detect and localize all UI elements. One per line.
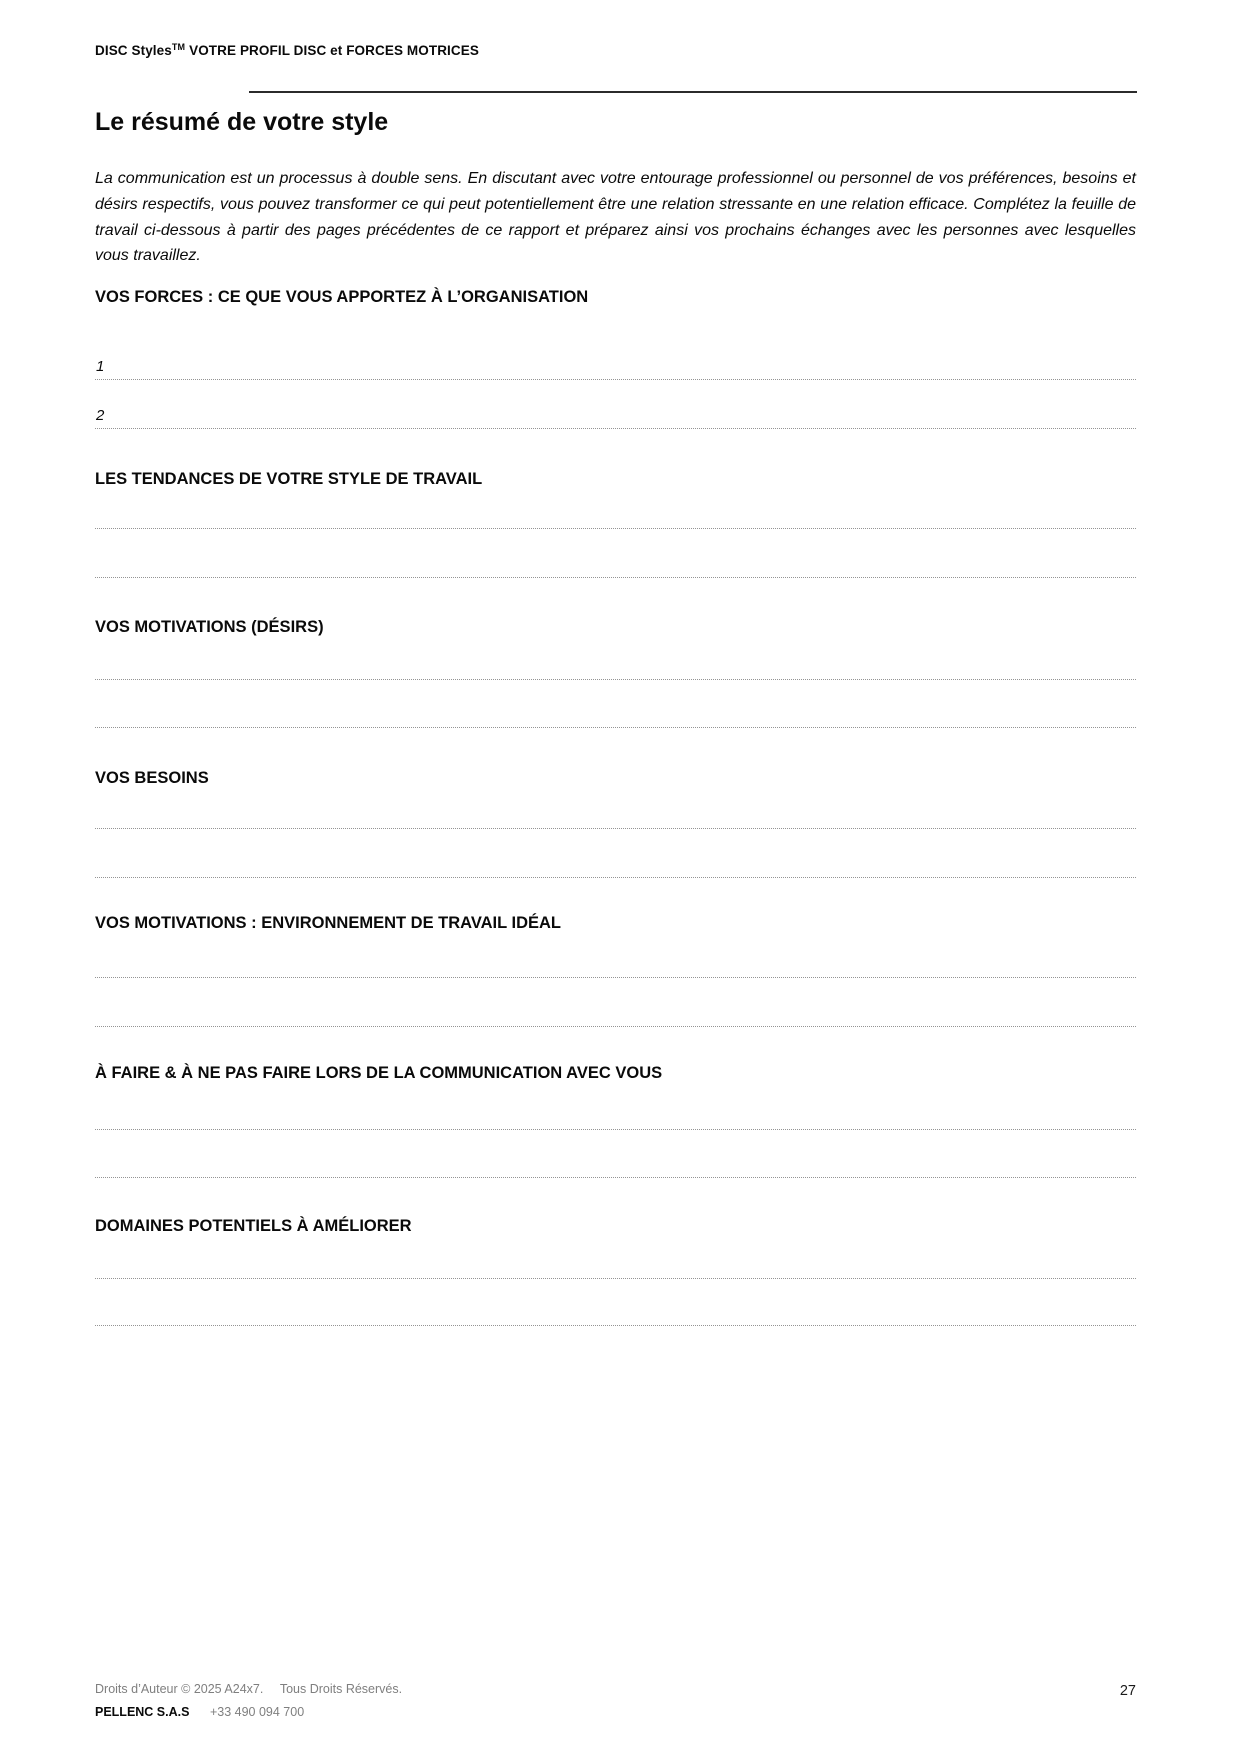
section-heading-tendances: LES TENDANCES DE VOTRE STYLE DE TRAVAIL [95,470,483,488]
writing-line [95,828,1136,829]
company-name: PELLENC S.A.S [95,1705,190,1719]
section-heading-domaines-ameliorer: DOMAINES POTENTIELS À AMÉLIORER [95,1217,412,1235]
page-header [95,43,479,58]
company-phone: +33 490 094 700 [209,1705,305,1719]
intro-paragraph: La communication est un processus à double sens. En discutant avec votre entourage professionnel ou personnel de vos préférences, besoins et désirs respectifs, vous pouvez transformer ce qui peut potentiellement être une relation stressante en une relation efficace. Complétez la feuille de travail ci-dessous à partir des pages précédentes de ce rapport et préparez ainsi vos prochains échanges avec les personnes avec lesquelles vous travaillez. [95,170,1136,265]
page-number: 27 [1119,1683,1136,1699]
writing-line [95,1325,1136,1326]
writing-line [95,577,1136,578]
header-rule [249,91,1137,93]
section-heading-vos-forces: VOS FORCES : CE QUE VOUS APPORTEZ À L’ORGANISATION [95,288,589,306]
writing-line [95,1026,1136,1027]
writing-line [95,1278,1136,1279]
section-heading-environnement-ideal: VOS MOTIVATIONS : ENVIRONNEMENT DE TRAVAIL IDÉAL [95,914,561,932]
section-heading-besoins: VOS BESOINS [95,769,209,787]
writing-line [95,1177,1136,1178]
writing-line [95,1129,1136,1130]
rights-text: Tous Droits Réservés. [279,1682,403,1696]
section-heading-a-faire: À FAIRE & À NE PAS FAIRE LORS DE LA COMMUNICATION AVEC VOUS [95,1064,663,1082]
writing-line [95,727,1136,728]
brand-name: DISC Styles [95,43,172,58]
writing-line [95,379,1136,380]
line-number-1: 1 [96,358,105,375]
page-footer-company [95,1705,304,1719]
line-number-2: 2 [96,407,105,424]
writing-line [95,877,1136,878]
page-footer-copyright [95,1682,402,1696]
page-title: Le résumé de votre style [95,108,389,136]
writing-line [95,528,1136,529]
header-subtitle: VOTRE PROFIL DISC et FORCES MOTRICES [189,43,479,58]
writing-line [95,977,1136,978]
section-heading-motivations-desirs: VOS MOTIVATIONS (DÉSIRS) [95,618,324,636]
trademark-symbol: TM [171,41,186,52]
writing-line [95,428,1136,429]
copyright-text: Droits d’Auteur © 2025 A24x7. [95,1682,264,1696]
writing-line [95,679,1136,680]
